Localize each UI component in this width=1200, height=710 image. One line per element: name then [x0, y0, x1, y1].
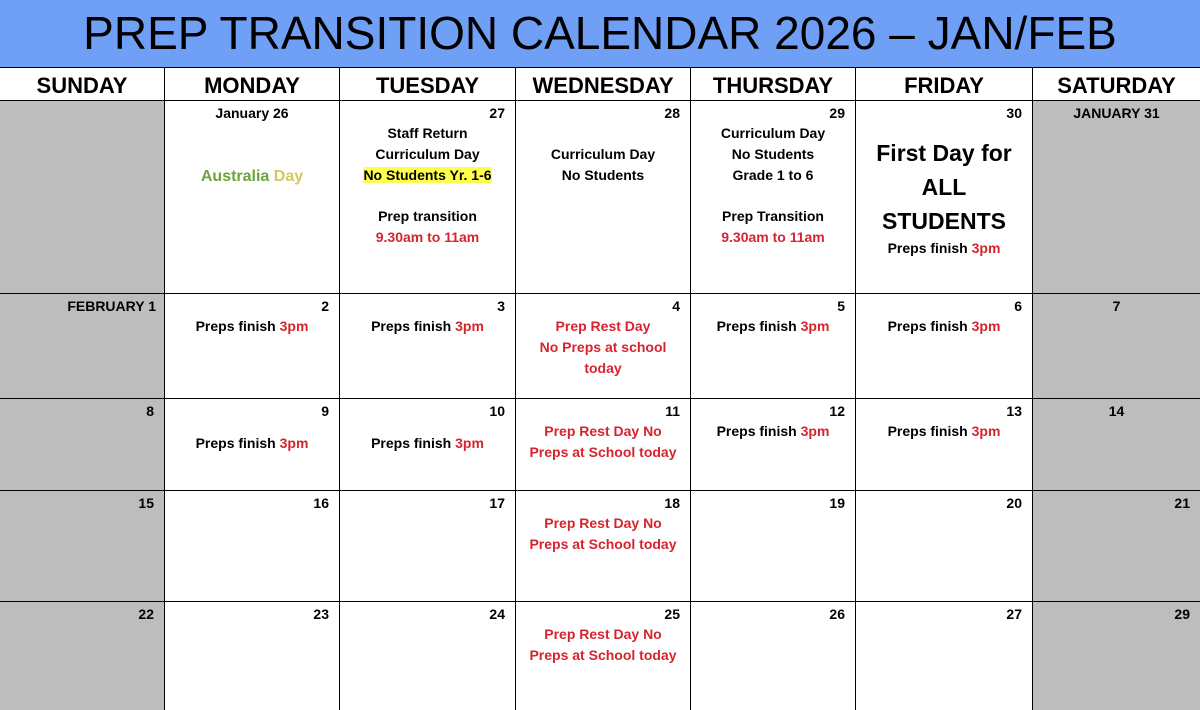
australia-day-label	[165, 166, 339, 187]
day-cell-feb6	[855, 294, 1032, 399]
day-cell-feb14	[1032, 399, 1200, 491]
day-cell-feb19	[690, 491, 855, 602]
prep-transition-text: Prep transition	[378, 208, 477, 224]
day-text: Day	[269, 168, 304, 185]
date-label: 8	[146, 403, 154, 419]
australia-text: Australia	[200, 168, 270, 185]
date-label: 28	[664, 105, 680, 121]
header-tuesday: TUESDAY	[339, 67, 515, 101]
date-label: 10	[489, 403, 505, 419]
calendar-title: PREP TRANSITION CALENDAR 2026 – JAN/FEB	[0, 0, 1200, 67]
date-label: 13	[1006, 403, 1022, 419]
header-saturday: SATURDAY	[1032, 67, 1200, 101]
date-label: 26	[829, 606, 845, 622]
date-label: JANUARY 31	[1073, 105, 1160, 121]
date-label: 4	[672, 298, 680, 314]
day-cell-feb13	[855, 399, 1032, 491]
no-students-highlight: No Students Yr. 1-6	[363, 167, 492, 183]
day-cell-sun-week1	[0, 101, 164, 294]
date-label: 15	[138, 495, 154, 511]
prep-transition-text: Prep Transition	[722, 208, 824, 224]
day-cell-feb8	[0, 399, 164, 491]
header-monday: MONDAY	[164, 67, 339, 101]
date-label: 16	[313, 495, 329, 511]
prep-rest-day-text: Prep Rest Day No Preps at School today	[529, 515, 677, 552]
day-cell-feb25	[515, 602, 690, 710]
day-cell-feb3	[339, 294, 515, 399]
header-friday: FRIDAY	[855, 67, 1032, 101]
no-students-text: No Students	[561, 167, 645, 183]
date-label: 24	[489, 606, 505, 622]
date-label: 27	[1006, 606, 1022, 622]
day-cell-jan30	[855, 101, 1032, 294]
date-label: 29	[1174, 606, 1190, 622]
day-cell-feb24	[339, 602, 515, 710]
date-label: 18	[664, 495, 680, 511]
day-cell-feb18	[515, 491, 690, 602]
date-label: 23	[313, 606, 329, 622]
preps-finish-text: Preps finish 3pm	[371, 435, 484, 451]
transition-time-text: 9.30am to 11am	[721, 229, 825, 245]
date-label: 20	[1006, 495, 1022, 511]
day-cell-jan26	[164, 101, 339, 294]
day-cell-feb17	[339, 491, 515, 602]
date-label: 9	[321, 403, 329, 419]
date-label: FEBRUARY 1	[67, 298, 156, 314]
date-label: 2	[321, 298, 329, 314]
event-text	[691, 123, 855, 248]
prep-rest-day-text: Prep Rest Day No Preps at School today	[529, 626, 677, 663]
date-label: 11	[665, 403, 680, 419]
day-cell-feb1	[0, 294, 164, 399]
preps-finish-text: Preps finish 3pm	[371, 318, 484, 334]
preps-finish-text: Preps finish 3pm	[887, 318, 1001, 334]
date-label: 21	[1174, 495, 1190, 511]
date-label: 5	[837, 298, 845, 314]
day-cell-jan27	[339, 101, 515, 294]
day-cell-feb7	[1032, 294, 1200, 399]
students-text: STUDENTS	[882, 208, 1006, 234]
staff-return-text: Staff Return	[387, 125, 468, 141]
calendar-grid	[0, 67, 1200, 710]
date-label: 22	[138, 606, 154, 622]
prep-rest-day-text: Prep Rest Day No Preps at school today	[539, 318, 667, 376]
day-cell-jan29	[690, 101, 855, 294]
date-label: 29	[829, 105, 845, 121]
curriculum-day-text: Curriculum Day	[550, 146, 656, 162]
date-label: 3	[497, 298, 505, 314]
day-cell-feb5	[690, 294, 855, 399]
date-label: 25	[664, 606, 680, 622]
day-cell-feb16	[164, 491, 339, 602]
header-wednesday: WEDNESDAY	[515, 67, 690, 101]
date-label: 12	[829, 403, 845, 419]
day-cell-feb11	[515, 399, 690, 491]
day-cell-feb29	[1032, 602, 1200, 710]
day-cell-feb9	[164, 399, 339, 491]
day-cell-jan28	[515, 101, 690, 294]
preps-finish-text: Preps finish 3pm	[716, 423, 830, 439]
preps-finish-text: Preps finish 3pm	[887, 423, 1001, 439]
preps-finish-text: Preps finish 3pm	[887, 240, 1001, 256]
transition-time-text: 9.30am to 11am	[375, 229, 480, 245]
day-cell-feb2	[164, 294, 339, 399]
first-day-text: First Day for	[876, 140, 1012, 166]
event-text	[516, 144, 690, 186]
date-label: 30	[1006, 105, 1022, 121]
event-text	[856, 136, 1032, 259]
day-cell-feb15	[0, 491, 164, 602]
all-text: ALL	[921, 174, 967, 200]
preps-finish-text: Preps finish 3pm	[716, 318, 830, 334]
curriculum-day-text: Curriculum Day	[375, 146, 480, 162]
no-students-text: No Students	[731, 146, 815, 162]
curriculum-day-text: Curriculum Day	[720, 125, 826, 141]
prep-rest-day-text: Prep Rest Day No Preps at School today	[529, 423, 677, 460]
day-cell-feb27	[855, 602, 1032, 710]
header-thursday: THURSDAY	[690, 67, 855, 101]
date-label: 19	[829, 495, 845, 511]
day-cell-feb4	[515, 294, 690, 399]
day-cell-jan31	[1032, 101, 1200, 294]
day-cell-feb12	[690, 399, 855, 491]
preps-finish-text: Preps finish 3pm	[195, 318, 309, 334]
day-cell-feb10	[339, 399, 515, 491]
date-label: 17	[489, 495, 505, 511]
date-label: 14	[1108, 403, 1125, 419]
header-sunday: SUNDAY	[0, 67, 164, 101]
grade-text: Grade 1 to 6	[732, 167, 814, 183]
preps-finish-text: Preps finish 3pm	[195, 435, 309, 451]
day-cell-feb21	[1032, 491, 1200, 602]
day-cell-feb26	[690, 602, 855, 710]
day-cell-feb22	[0, 602, 164, 710]
date-label: 7	[1112, 298, 1121, 314]
day-cell-feb20	[855, 491, 1032, 602]
date-label: 6	[1014, 298, 1022, 314]
date-label: 27	[489, 105, 505, 121]
event-text	[340, 123, 515, 248]
date-label: January 26	[215, 105, 289, 121]
day-cell-feb23	[164, 602, 339, 710]
